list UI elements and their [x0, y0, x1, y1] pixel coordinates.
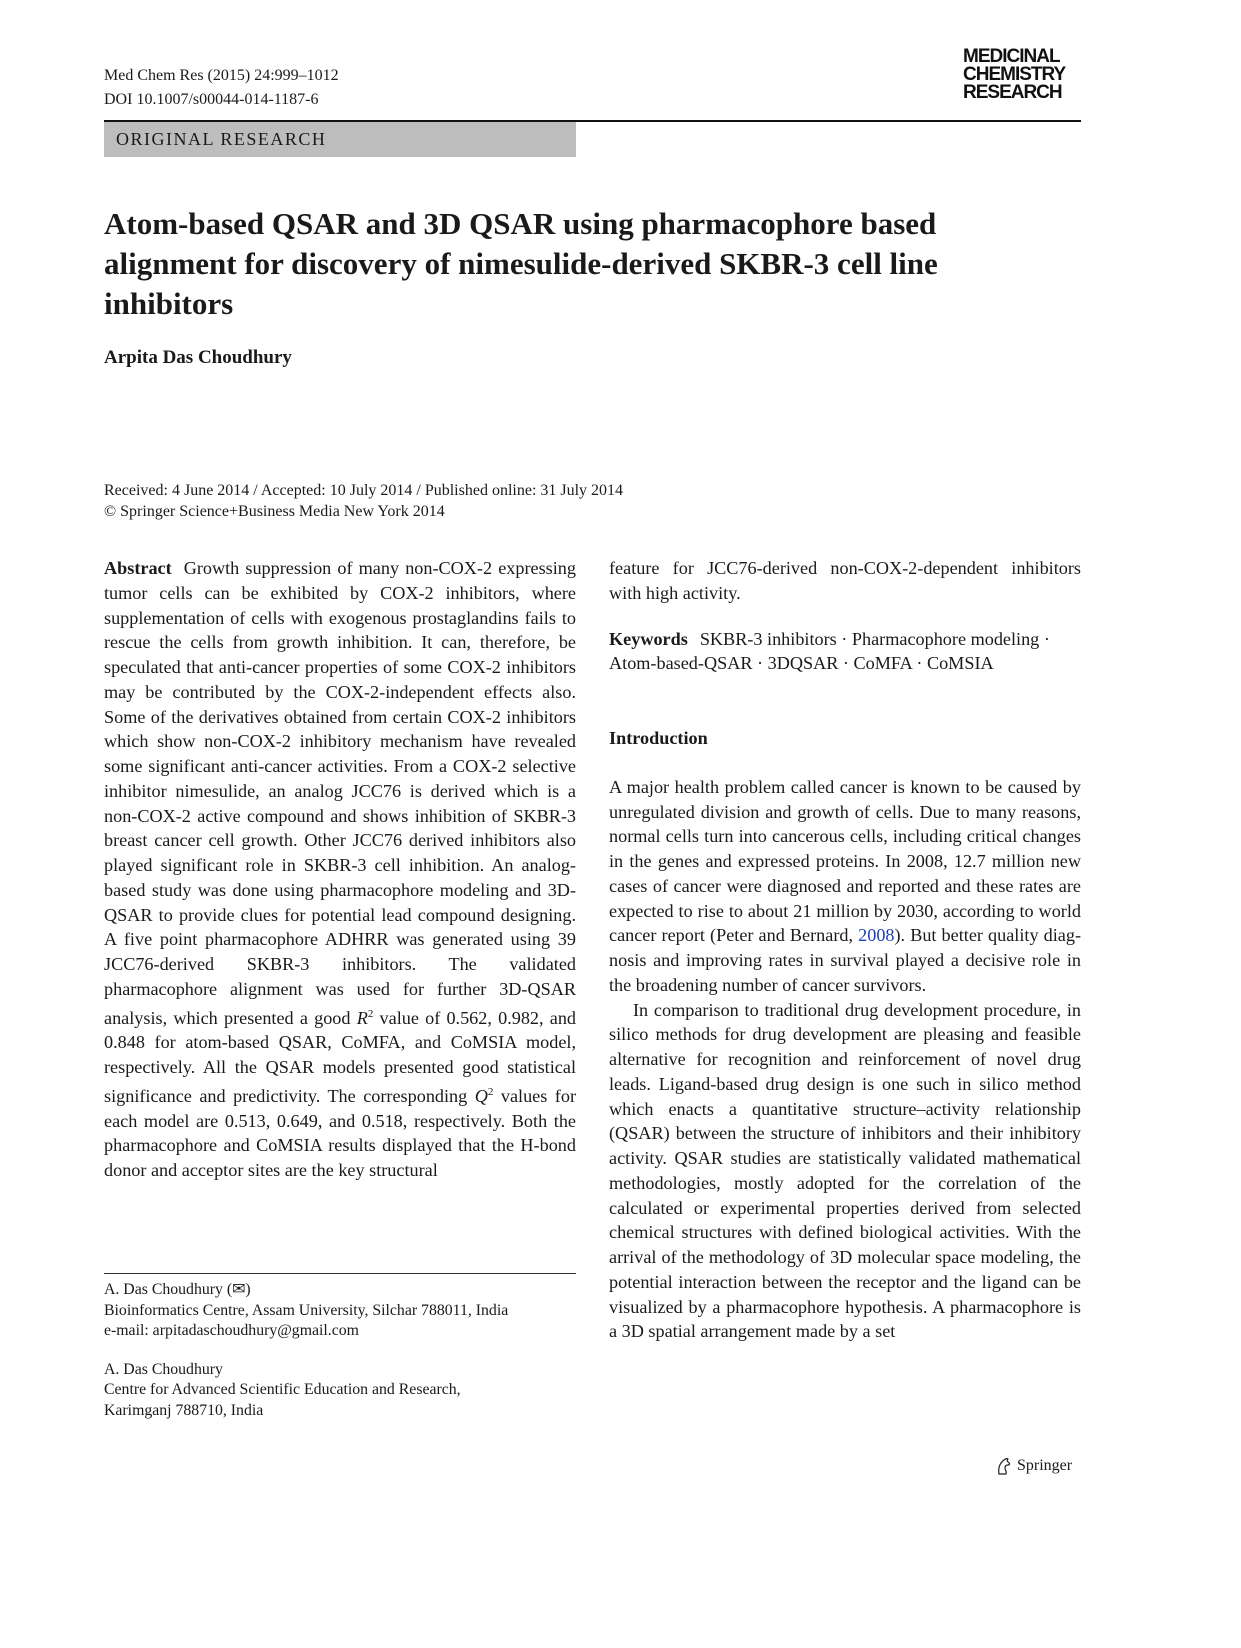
- affiliation-1-email[interactable]: e-mail: arpitadaschoudhury@gmail.com: [104, 1322, 359, 1339]
- publisher-name: Springer: [1017, 1457, 1073, 1474]
- journal-header: [104, 64, 339, 112]
- keywords: [609, 627, 1081, 677]
- springer-horse-icon: [995, 1456, 1013, 1476]
- abstract-paragraph: [104, 556, 576, 1183]
- publisher-mark: [995, 1456, 1072, 1476]
- keywords-label: Keywords: [609, 628, 688, 649]
- q2-symbol: Q: [474, 1085, 488, 1106]
- publication-dates: [104, 480, 623, 522]
- footnote-rule: [104, 1273, 576, 1274]
- logo-line-3: RESEARCH: [963, 82, 1062, 103]
- logo-line-2: CHEMISTRY: [963, 64, 1066, 85]
- abstract-label: Abstract: [104, 558, 172, 578]
- copyright: © Springer Science+Business Media New York 2014: [104, 503, 445, 520]
- citation-link[interactable]: 2008: [858, 925, 895, 946]
- affiliation-2-name: A. Das Choudhury: [104, 1360, 223, 1378]
- abstract-text-1: Growth suppression of many non-COX-2 expressing tumor cells can be exhibited by COX-2 inhibitors, where supplementation of cells with exogenous prostaglandins fails to rescue the cells from growth inhibition. It can, therefore, be speculated that anti-cancer properties of some COX-2 inhibitors may be contributed by the COX-2-independent effects also. Some of the derivatives obtained from certain COX-2 inhibitors which show non-COX-2 inhibitory mechanism have revealed some significant anti-cancer activities. From a COX-2 selective inhibitor nimesulide, an analog JCC76 is derived which is a non-COX-2 active compound and shows inhibition of SKBR-3 breast cancer cell growth. Other JCC76 derived inhibitors also played significant role in SKBR-3 cell inhibition. An analog-based study was done using pharmacophore modeling and 3D-QSAR to provide clues for potential lead compound designing. A five point pharmacophore ADHRR was generated using 39 JCC76-derived SKBR-3 inhibitors. The validated pharmacophore alignment was used for further 3D-QSAR analysis, which presented a good: [104, 558, 576, 1028]
- journal-citation: Med Chem Res (2015) 24:999–1012: [104, 67, 339, 84]
- received-accepted-published: Received: 4 June 2014 / Accepted: 10 July 2014 / Published online: 31 July 2014: [104, 482, 624, 499]
- affiliations: [104, 1280, 576, 1421]
- abstract-text-3: values for each model are 0.513, 0.649, and 0.518, respectively. Both the pharmacophore and CoMSIA results displayed that the H-bond donor and acceptor sites are the key structural: [104, 1085, 577, 1181]
- doi: DOI 10.1007/s00044-014-1187-6: [104, 91, 319, 108]
- affiliation-1-name: A. Das Choudhury (✉): [104, 1281, 251, 1298]
- journal-logo: [963, 48, 1081, 102]
- r2-symbol: R: [356, 1007, 368, 1028]
- introduction-heading: Introduction: [609, 728, 708, 748]
- introduction-paragraph-2: In comparison to traditional drug development procedure, in silico methods for drug development are pleasing and feasible alternative for recognition and reinforcement of novel drug leads. Ligand-based drug design is one such in silico method which enacts a quantitative structure–activity relationship (QSAR) between the structure of inhibitors and their inhibitory activity. QSAR studies are statistically validated mathematical methodologies, mostly adopted for the correlation of the calculated or experimental properties derived from selected chemical structures with defined biological activities. With the arrival of the methodology of 3D molecular space modeling, the potential interaction between the receptor and the ligand can be visualized by a pharmacophore hypothesis. A pharmacophore is a 3D spatial arrangement made by a set: [609, 999, 1081, 1342]
- affiliation-1-address: Bioinformatics Centre, Assam University, Silchar 788011, India: [104, 1301, 509, 1319]
- section-banner: ORIGINAL RESEARCH: [104, 122, 576, 157]
- affiliation-2-address-1: Centre for Advanced Scientific Education and Research,: [104, 1381, 461, 1398]
- right-column: [609, 556, 1081, 1344]
- abstract-continuation: feature for JCC76-derived non-COX-2-dependent inhibitors with high activity.: [609, 558, 1081, 603]
- article-title: Atom-based QSAR and 3D QSAR using pharmacophore based alignment for discovery of nimesulide-derived SKBR-3 cell line inhibitors: [104, 206, 938, 321]
- affiliation-2-address-2: Karimganj 788710, India: [104, 1401, 264, 1419]
- r2-exponent: 2: [367, 1007, 374, 1020]
- logo-line-1: MEDICINAL: [963, 46, 1060, 67]
- keywords-text: SKBR-3 inhibitors · Pharmacophore modeling · Atom-based-QSAR · 3DQSAR · CoMFA · CoMSIA: [609, 628, 1050, 674]
- author-name: Arpita Das Choudhury: [104, 347, 292, 368]
- q2-exponent: 2: [487, 1085, 494, 1098]
- introduction-paragraph-1: A major health problem called cancer is known to be caused by unregulated division and growth of cells. Due to many reasons, normal cells turn into cancerous cells, including critical changes in the genes and expressed proteins. In 2008, 12.7 million new cases of cancer were diagnosed and reported and these rates are expected to rise to about 21 million by 2030, according to world cancer report (Peter and Bernard, 2008). But better quality diagnosis and improving rates in survival played a decisive role in the broadening number of cancer survivors.: [609, 776, 1082, 995]
- abstract: [104, 556, 576, 1183]
- abstract-text-2: value of 0.562, 0.982, and 0.848 for atom-based QSAR, CoMFA, and CoMSIA model, respectively. All the QSAR models presented good statistical significance and predictivity. The corresponding: [104, 1007, 577, 1106]
- envelope-icon: ✉: [232, 1281, 246, 1298]
